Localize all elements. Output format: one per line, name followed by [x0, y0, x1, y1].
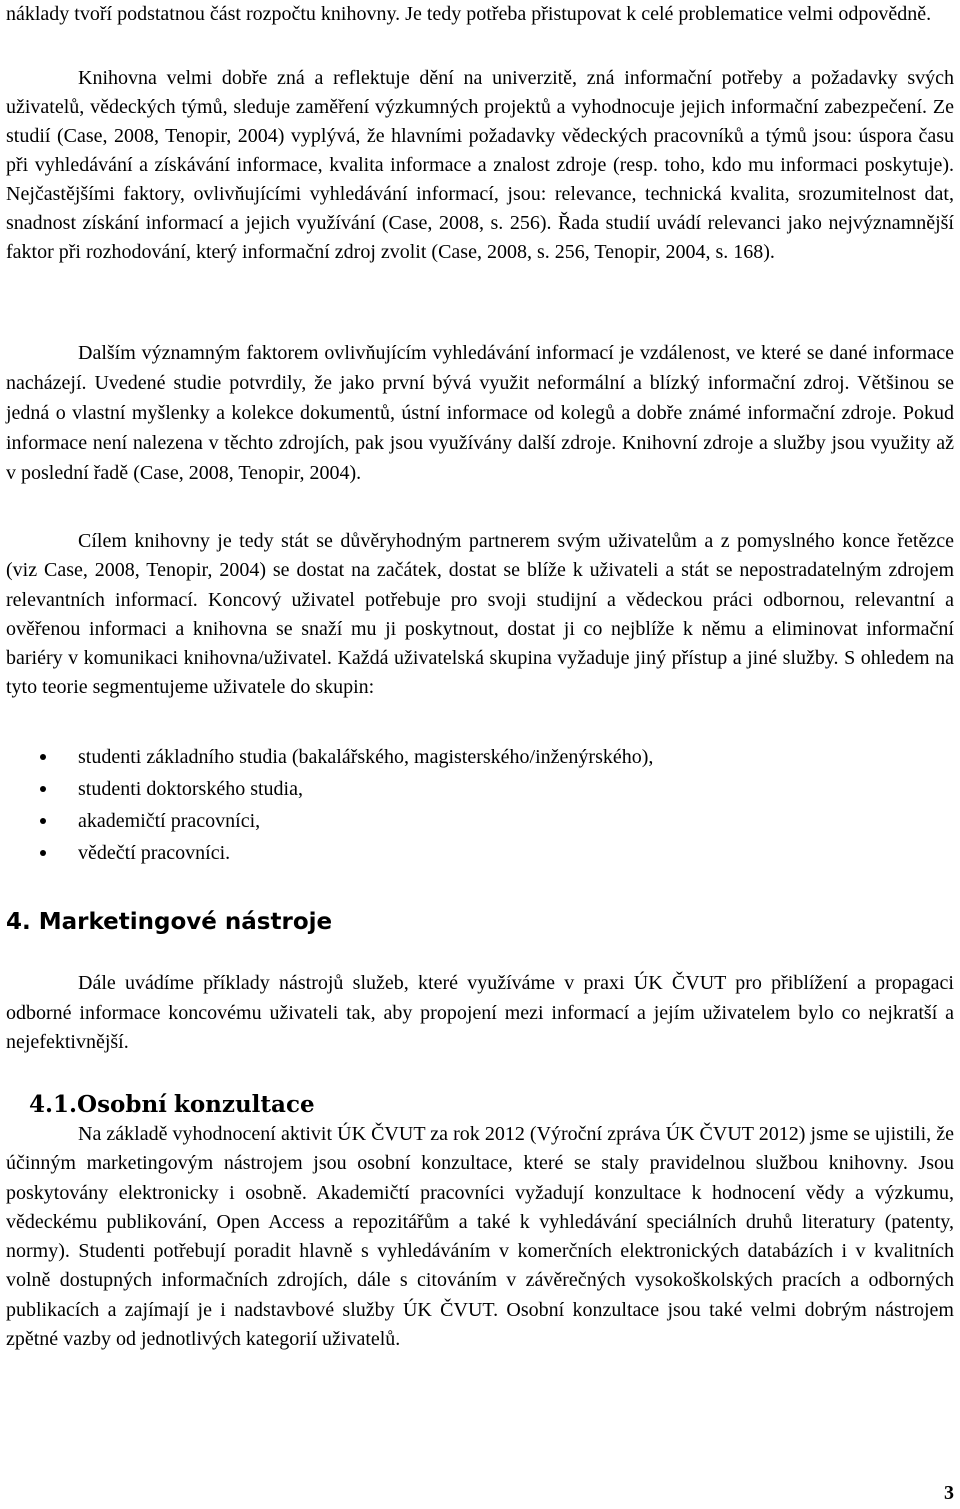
list-item: [6, 741, 954, 773]
bullet-icon: [40, 850, 46, 856]
list-item-text: vědečtí pracovníci.: [78, 842, 231, 864]
paragraph-personal-consultations: Na základě vyhodnocení aktivit ÚK ČVUT za rok 2012 (Výroční zpráva ÚK ČVUT 2012) jsme se ujistili, že účinným marketingovým nástrojem jsou osobní konzultace, které se staly pravidelnou službou knihovny. Jsou poskytovány elektronicky i osobně. Akademičtí pracovníci vyžadují konzultace k hodnocení vědy a výzkumu, vědeckému publikování, Open Access a repozitářům a také k vyhledávání speciálních druhů literatury (patenty, normy). Studenti potřebují poradit hlavně s vyhledáváním v komerčních elektronických databázích i v kvalitních volně dostupných informačních zdrojích, dále s citováním v závěrečných vysokoškolských pracích a odborných publikacích a zajímají je i nadstavbové služby ÚK ČVUT. Osobní konzultace jsou také velmi dobrým nástrojem zpětné vazby od jednotlivých kategorií uživatelů.: [6, 1123, 954, 1351]
bullet-icon: [40, 818, 46, 824]
chapter-heading: 4. Marketingové nástroje: [6, 909, 333, 935]
section-heading: [6, 1089, 315, 1121]
paragraph-marketing-tools-intro: Dále uvádíme příklady nástrojů služeb, které využíváme v praxi ÚK ČVUT pro přiblížení a propagaci odborné informace koncovému uživateli tak, aby propojení mezi informací a jejím uživatelem bylo co nejkratší a nejefektivnější.: [6, 972, 954, 1053]
list-item: [6, 773, 954, 805]
bullet-icon: [40, 754, 46, 760]
paragraph-information-distance: Dalším významným faktorem ovlivňujícím vyhledávání informací je vzdálenost, ve které se dané informace nacházejí. Uvedené studie potvrdily, že jako první bývá využit neformální a blízký informační zdroj. Většinou se jedná o vlastní myšlenky a kolekce dokumentů, ústní informace od kolegů a dobře známé informační zdroje. Pokud informace není nalezena v těchto zdrojích, pak jsou využívány další zdroje. Knihovní zdroje a služby jsou využity až v poslední řadě (Case, 2008, Tenopir, 2004).: [6, 342, 954, 484]
paragraph-library-goal: Cílem knihovny je tedy stát se důvěryhodným partnerem svým uživatelům a z pomyslného konce řetězce (viz Case, 2008, Tenopir, 2004) se dostat na začátek, dostat se blíže k uživateli a stát se nepostradatelným zdrojem relevantních informací. Koncový uživatel potřebuje pro svoji studijní a vědeckou práci odbornou, relevantní a ověřenou informaci a knihovna se snaží mu ji poskytnout, dostat ji co nejblíže k němu a eliminovat informační bariéry v komunikaci knihovna/uživatel. Každá uživatelská skupina vyžaduje jiný přístup a jiné služby. S ohledem na tyto teorie segmentujeme uživatele do skupin:: [6, 530, 954, 699]
user-groups-list: [6, 741, 954, 869]
paragraph-intro: náklady tvoří podstatnou část rozpočtu knihovny. Je tedy potřeba přistupovat k celé problematice velmi odpovědně.: [6, 3, 932, 25]
list-item-text: akademičtí pracovníci,: [78, 810, 261, 832]
list-item: [6, 805, 954, 837]
list-item-text: studenti doktorského studia,: [78, 778, 303, 800]
list-item-text: studenti základního studia (bakalářského, magisterského/inženýrského),: [78, 746, 654, 768]
bullet-icon: [40, 786, 46, 792]
section-title: Osobní konzultace: [77, 1091, 315, 1118]
paragraph-information-needs: Knihovna velmi dobře zná a reflektuje dění na univerzitě, zná informační potřeby a požadavky svých uživatelů, vědeckých týmů, sleduje zaměření výzkumných projektů a vyhodnocuje jejich informační zabezpečení. Ze studií (Case, 2008, Tenopir, 2004) vyplývá, že hlavními požadavky vědeckých pracovníků a týmů jsou: úspora času při vyhledávání a získávání informace, kvalita informace a znalost zdroje (resp. toho, kdo mu informaci poskytuje). Nejčastějšími faktory, ovlivňujícími vyhledávání informací, jsou: relevance, technická kvalita, srozumitelnost dat, snadnost získání informací a jejich využívání (Case, 2008, s. 256). Řada studií uvádí relevanci jako nejvýznamnější faktor při rozhodování, který informační zdroj zvolit (Case, 2008, s. 256, Tenopir, 2004, s. 168).: [6, 67, 954, 263]
page-number: 3: [944, 1482, 954, 1504]
section-number: 4.1.: [29, 1091, 78, 1118]
list-item: [6, 837, 954, 869]
